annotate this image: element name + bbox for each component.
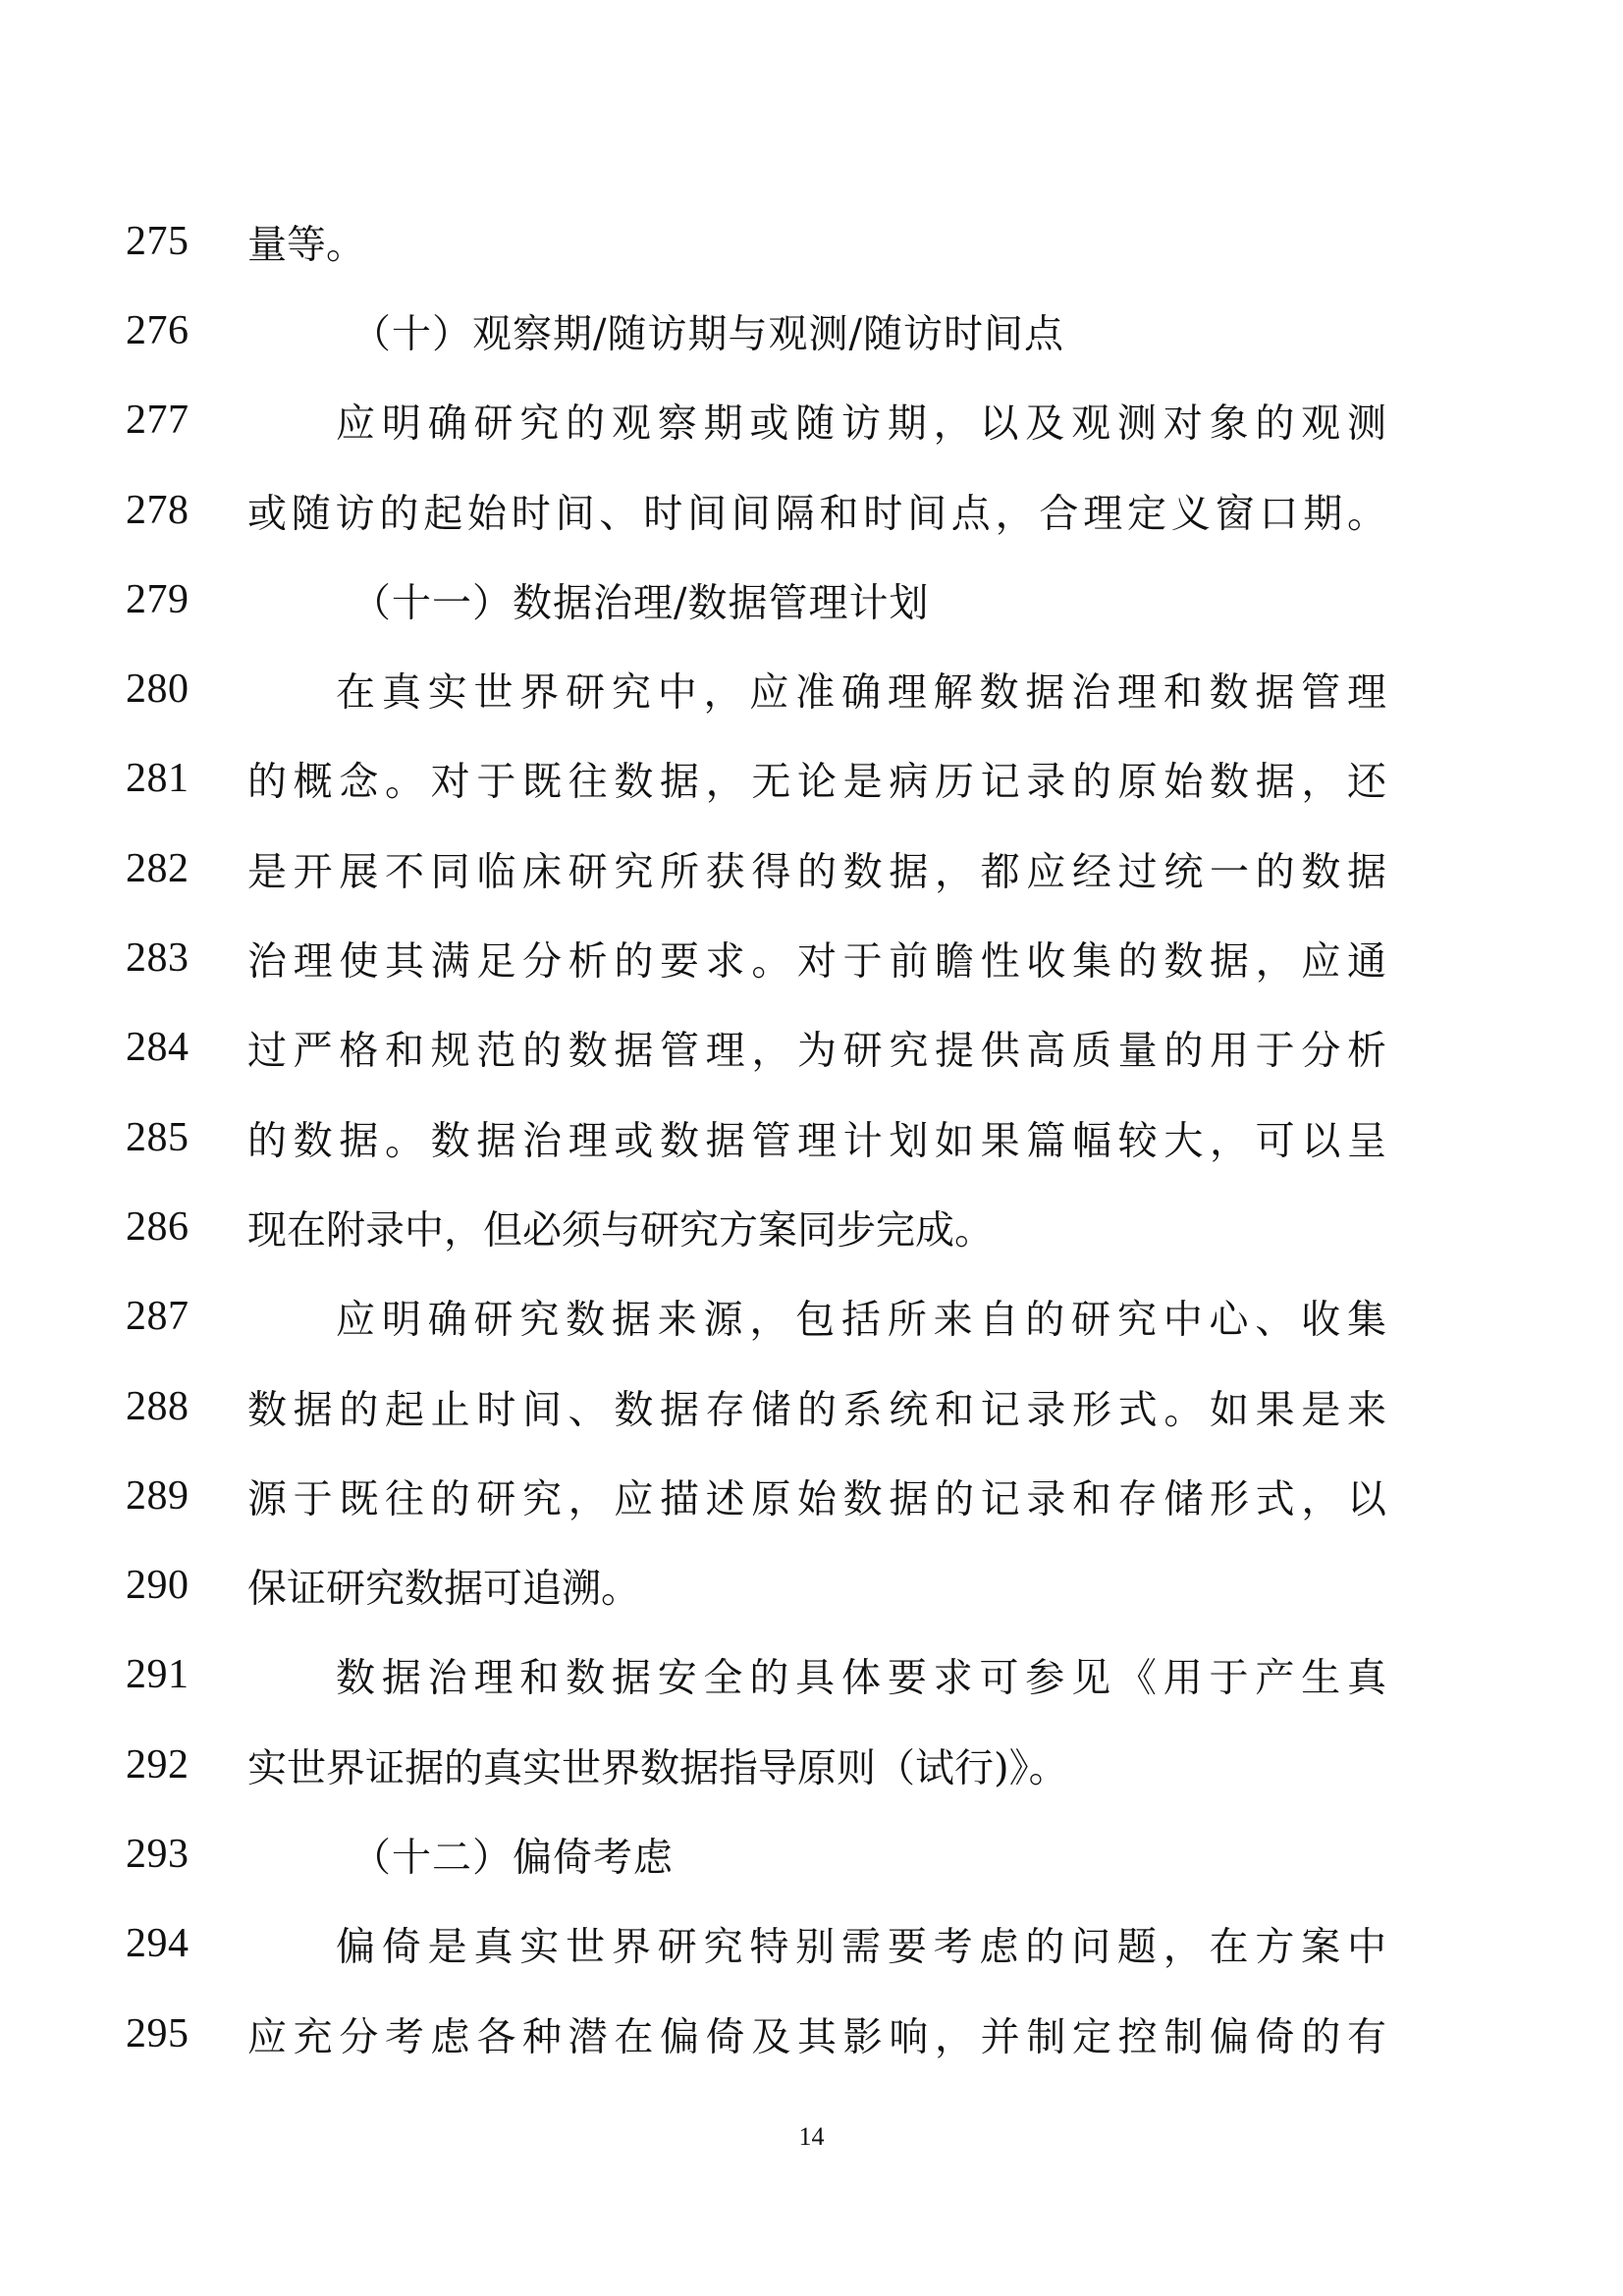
- line-text: 应充分考虑各种潜在偏倚及其影响，并制定控制偏倚的有: [247, 2014, 1386, 2060]
- line-280: [0, 644, 1623, 733]
- line-279: [0, 555, 1623, 644]
- line-number: 295: [126, 2010, 189, 2056]
- section-heading: （十）观察期/随访期与观测/随访时间点: [352, 311, 1064, 357]
- line-number: 289: [126, 1472, 189, 1519]
- line-286: [0, 1182, 1623, 1271]
- line-287: [0, 1272, 1623, 1362]
- line-text: 或随访的起始时间、时间间隔和时间点，合理定义窗口期。: [247, 491, 1386, 537]
- line-292: [0, 1720, 1623, 1809]
- line-number: 287: [126, 1294, 189, 1340]
- line-289: [0, 1451, 1623, 1540]
- line-285: [0, 1093, 1623, 1182]
- line-text: 源于既往的研究，应描述原始数据的记录和存储形式，以: [247, 1476, 1386, 1522]
- line-number: 290: [126, 1563, 189, 1609]
- line-294: [0, 1899, 1623, 1989]
- line-text: 偏倚是真实世界研究特别需要考虑的问题，在方案中: [336, 1924, 1386, 1970]
- line-number: 283: [126, 935, 189, 982]
- line-number: 280: [126, 667, 189, 713]
- line-293: [0, 1809, 1623, 1898]
- line-text: 是开展不同临床研究所获得的数据，都应经过统一的数据: [247, 849, 1386, 895]
- line-295: [0, 1989, 1623, 2078]
- line-text: 的数据。数据治理或数据管理计划如果篇幅较大，可以呈: [247, 1118, 1386, 1164]
- line-number: 278: [126, 487, 189, 533]
- page-number: 14: [798, 2122, 825, 2151]
- line-290: [0, 1540, 1623, 1629]
- line-text: 量等。: [247, 222, 365, 268]
- line-number: 293: [126, 1831, 189, 1877]
- section-heading: （十一）数据治理/数据管理计划: [352, 580, 930, 626]
- line-282: [0, 824, 1623, 913]
- line-275: [0, 196, 1623, 286]
- line-text: 治理使其满足分析的要求。对于前瞻性收集的数据，应通: [247, 938, 1386, 985]
- line-number: 294: [126, 1921, 189, 1967]
- line-text: 应明确研究数据来源，包括所来自的研究中心、收集: [336, 1297, 1386, 1343]
- section-heading: （十二）偏倚考虑: [352, 1835, 674, 1881]
- line-text: 数据治理和数据安全的具体要求可参见《用于产生真: [336, 1655, 1386, 1701]
- line-number: 282: [126, 845, 189, 891]
- line-number: 277: [126, 398, 189, 444]
- line-number: 279: [126, 576, 189, 622]
- line-text: 数据的起止时间、数据存储的系统和记录形式。如果是来: [247, 1387, 1386, 1432]
- line-number: 291: [126, 1652, 189, 1698]
- line-text: 应明确研究的观察期或随访期，以及观测对象的观测: [336, 400, 1386, 447]
- line-276: [0, 286, 1623, 375]
- line-number: 275: [126, 218, 189, 264]
- line-291: [0, 1630, 1623, 1720]
- line-number: 284: [126, 1025, 189, 1071]
- line-number: 276: [126, 307, 189, 353]
- line-284: [0, 1003, 1623, 1093]
- line-278: [0, 465, 1623, 555]
- line-number: 292: [126, 1741, 189, 1788]
- line-text: 的概念。对于既往数据，无论是病历记录的原始数据，还: [247, 759, 1386, 805]
- line-text: 保证研究数据可追溯。: [247, 1566, 640, 1612]
- line-288: [0, 1362, 1623, 1451]
- line-281: [0, 734, 1623, 824]
- line-283: [0, 913, 1623, 1002]
- line-number: 285: [126, 1114, 189, 1160]
- line-text: 现在附录中，但必须与研究方案同步完成。: [247, 1207, 994, 1254]
- line-text: 实世界证据的真实世界数据指导原则（试行)》。: [247, 1745, 1068, 1791]
- line-text: 在真实世界研究中，应准确理解数据治理和数据管理: [336, 669, 1386, 716]
- line-number: 288: [126, 1383, 189, 1429]
- line-number: 281: [126, 756, 189, 802]
- line-number: 286: [126, 1203, 189, 1250]
- line-277: [0, 376, 1623, 465]
- line-list: [0, 196, 1623, 2078]
- line-text: 过严格和规范的数据管理，为研究提供高质量的用于分析: [247, 1028, 1386, 1074]
